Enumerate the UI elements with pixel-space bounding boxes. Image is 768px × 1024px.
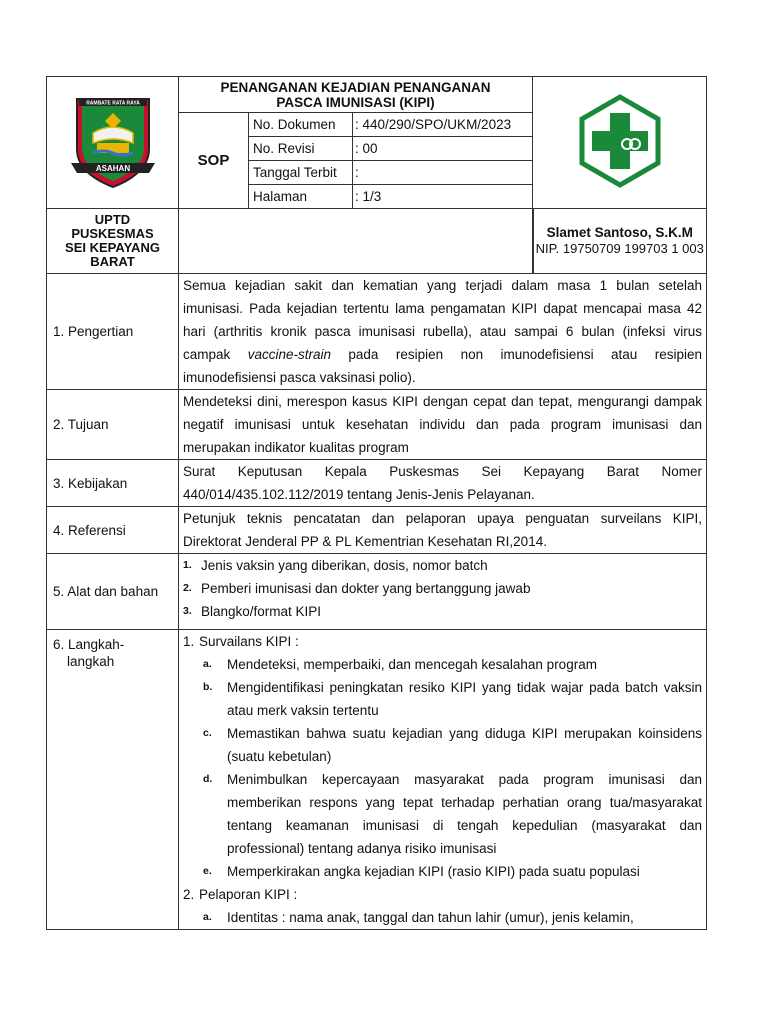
signer-name: Slamet Santoso, S.K.M (546, 225, 693, 240)
row-alat-bahan (47, 554, 707, 630)
org-line2: PUSKESMAS (71, 226, 154, 241)
pengertian-italic: vaccine-strain (247, 347, 331, 362)
referensi-text: Petunjuk teknis pencatatan dan pelaporan upaya penguatan surveilans KIPI, Direktorat Jenderal PP & PL Kementrian Kesehatan RI,2014. (183, 511, 702, 549)
list-item (183, 768, 702, 860)
document-title-line2: PASCA IMUNISASI (KIPI) (276, 95, 435, 110)
content-referensi (179, 507, 707, 554)
meta-key-no-dokumen: No. Dokumen (249, 113, 353, 137)
asahan-regency-logo (63, 91, 163, 191)
label-tujuan: 2. Tujuan (47, 390, 179, 460)
sop-label: SOP (179, 113, 249, 209)
content-langkah (179, 630, 707, 930)
content-pengertian (179, 274, 707, 390)
list-number: 2. (183, 582, 192, 594)
regency-logo-cell (47, 77, 179, 209)
list-text: Mendeteksi, memperbaiki, dan mencegah kesalahan program (227, 657, 597, 672)
list-marker: c. (203, 727, 212, 739)
signature-block (533, 209, 707, 274)
list-number: 3. (183, 605, 192, 617)
row-pengertian (47, 274, 707, 390)
pengertian-text-a: Semua kejadian sakit dan kematian yang terjadi dalam masa 1 bulan setelah imunisasi. Pada kejadian tertentu lama pengamatan KIPI dapat mencapai masa 42 hari (arthritis kronik pasca imunisasi rubella), atau sampai 6 bulan (infeksi virus campak (183, 278, 702, 362)
list-item (183, 600, 702, 623)
sop-header-table (46, 76, 707, 274)
tujuan-text: Mendeteksi dini, merespon kasus KIPI dengan cepat dan tepat, mengurangi dampak negatif imunisasi untuk kesehatan individu dan pada program imunisasi dan merupakan indikator kualitas program (183, 394, 702, 455)
list-marker: b. (203, 681, 213, 693)
puskesmas-logo-cell (533, 77, 707, 209)
list-marker: d. (203, 773, 213, 785)
label-langkah-line2: langkah (67, 654, 115, 669)
meta-value-no-dokumen: : 440/290/SPO/UKM/2023 (353, 113, 533, 137)
meta-value-tanggal-terbit: : (353, 161, 533, 185)
list-text: Blangko/format KIPI (201, 604, 322, 619)
list-text: Memperkirakan angka kejadian KIPI (rasio KIPI) pada suatu populasi (227, 864, 640, 879)
kebijakan-text: Surat Keputusan Kepala Puskesmas Sei Kepayang Barat Nomer 440/014/435.102.112/2019 tentang Jenis-Jenis Pelayanan. (183, 464, 702, 502)
section-title: Survailans KIPI : (199, 634, 299, 649)
list-item (183, 676, 702, 722)
list-marker: e. (203, 865, 212, 877)
pengertian-text-b: pada resipien non imunodefisiensi atau resipien imunodefisiensi pasca vaksinasi polio). (183, 347, 702, 385)
label-langkah (47, 630, 179, 930)
row-tujuan (47, 390, 707, 460)
org-line3: SEI KEPAYANG (65, 240, 160, 255)
section-heading-survailans (183, 630, 702, 653)
list-item (183, 722, 702, 768)
meta-key-no-revisi: No. Revisi (249, 137, 353, 161)
section-number: 1. (183, 634, 195, 649)
signer-nip: NIP. 19750709 199703 1 003 (535, 241, 704, 256)
meta-value-halaman: : 1/3 (353, 185, 533, 209)
sop-document (46, 76, 706, 930)
document-title-line1: PENANGANAN KEJADIAN PENANGANAN (220, 80, 491, 95)
row-langkah (47, 630, 707, 930)
list-text: Menimbulkan kepercayaan masyarakat pada program imunisasi dan memberikan respons yang tepat terhadap perhatian orang tua/masyarakat tentang keamanan imunisasi di tengah kepedulian (masyarakat dan professional) tentang adanya risiko imunisasi (227, 772, 702, 856)
list-item (183, 577, 702, 600)
section-title: Pelaporan KIPI : (199, 887, 298, 902)
meta-value-no-revisi: : 00 (353, 137, 533, 161)
meta-key-halaman: Halaman (249, 185, 353, 209)
label-pengertian: 1. Pengertian (47, 274, 179, 390)
list-text: Pemberi imunisasi dan dokter yang bertanggung jawab (201, 581, 531, 596)
content-kebijakan (179, 460, 707, 507)
org-line1: UPTD (94, 212, 131, 227)
content-alat-bahan (179, 554, 707, 630)
list-item (183, 860, 702, 883)
list-item (183, 906, 702, 929)
label-alat-bahan: 5. Alat dan bahan (47, 554, 179, 630)
list-text: Jenis vaksin yang diberikan, dosis, nomor batch (201, 558, 488, 573)
row-kebijakan (47, 460, 707, 507)
row-referensi (47, 507, 707, 554)
sop-body-table (46, 273, 707, 930)
list-text: Memastikan bahwa suatu kejadian yang diduga KIPI merupakan koinsidens (suatu kebetulan) (227, 726, 702, 764)
svg-text:RAMBATE RATA RAYA: RAMBATE RATA RAYA (85, 100, 140, 107)
label-kebijakan: 3. Kebijakan (47, 460, 179, 507)
list-text: Mengidentifikasi peningkatan resiko KIPI yang tidak wajar pada batch vaksin atau merk vaksin tertentu (227, 680, 702, 718)
label-langkah-line1: 6. Langkah- (53, 637, 125, 652)
list-text: Identitas : nama anak, tanggal dan tahun lahir (umur), jenis kelamin, (227, 910, 634, 925)
list-marker: a. (203, 658, 212, 670)
list-number: 1. (183, 559, 192, 571)
section-number: 2. (183, 887, 195, 902)
org-line4: BARAT (90, 254, 135, 269)
label-referensi: 4. Referensi (47, 507, 179, 554)
blank-cell (179, 209, 533, 274)
list-item (183, 653, 702, 676)
svg-text:ASAHAN: ASAHAN (95, 164, 130, 173)
section-heading-pelaporan (183, 883, 702, 906)
list-marker: a. (203, 911, 212, 923)
content-tujuan (179, 390, 707, 460)
meta-key-tanggal-terbit: Tanggal Terbit (249, 161, 353, 185)
list-item (183, 554, 702, 577)
puskesmas-logo-icon (572, 93, 668, 189)
document-title (179, 77, 533, 113)
organization-name (47, 209, 179, 274)
